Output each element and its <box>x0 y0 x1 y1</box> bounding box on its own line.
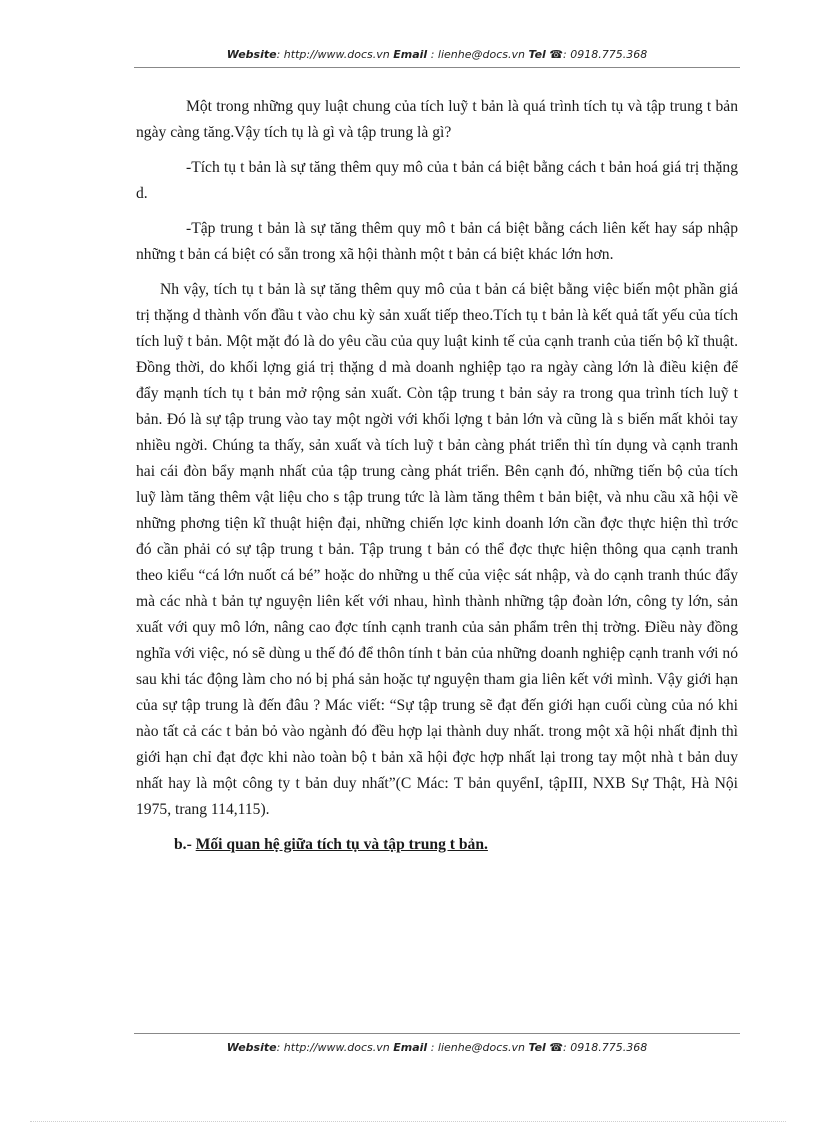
section-heading-title: Mối quan hệ giữa tích tụ và tập trung t bản. <box>195 836 488 853</box>
header-website-label: Website <box>226 48 277 61</box>
header-email-label: Email <box>393 48 428 61</box>
footer-email-label: Email <box>393 1041 428 1054</box>
paragraph-1: Một trong những quy luật chung của tích luỹ t bản là quá trình tích tụ và tập trung t bản ngày càng tăng.Vậy tích tụ là gì và tập trung là gì? <box>136 98 738 141</box>
footer-email-value[interactable]: : lienhe@docs.vn <box>430 1041 525 1054</box>
paragraph-2: -Tích tụ t bản là sự tăng thêm quy mô của t bản cá biệt bằng cách t bản hoá giá trị thặng d. <box>136 159 738 202</box>
section-heading <box>136 832 738 858</box>
header-website-url[interactable]: : http://www.docs.vn <box>276 48 390 61</box>
page-header <box>134 48 740 61</box>
paragraph-3: -Tập trung t bản là sự tăng thêm quy mô t bản cá biệt bằng cách liên kết hay sáp nhập những t bản cá biệt có sẵn trong xã hội thành một t bản cá biệt khác lớn hơn. <box>136 220 738 263</box>
section-heading-prefix: b.- <box>174 836 196 853</box>
footer-tel-label: Tel <box>528 1041 546 1054</box>
phone-icon: ☎ <box>549 1041 564 1054</box>
footer-website-label: Website <box>226 1041 277 1054</box>
phone-icon: ☎ <box>549 48 564 61</box>
document-body <box>136 94 738 858</box>
header-tel-label: Tel <box>528 48 546 61</box>
page-footer <box>134 1041 740 1054</box>
paragraph-4: Nh vậy, tích tụ t bản là sự tăng thêm quy mô của t bản cá biệt bằng việc biến một phần giá trị thặng d thành vốn đầu t vào chu kỳ sản xuất tiếp theo.Tích tụ t bản là kết quả tất yếu của tích tích luỹ t bản. Một mặt đó là do yêu cầu của quy luật kinh tế của cạnh tranh của tiến bộ kĩ thuật. Đồng thời, do khối lợng giá trị thặng d mà doanh nghiệp tạo ra ngày càng lớn là điều kiện để đẩy mạnh tích tụ t bản mở rộng sản xuất. Còn tập trung t bản sảy ra trong qua trình tích luỹ t bản. Đó là sự tập trung vào tay một ngời với khối lợng t bản lớn và cũng là s biến mất khỏi tay nhiều ngời. Chúng ta thấy, sản xuất và tích luỹ t bản càng phát triển thì tín dụng và cạnh tranh hai cái đòn bẩy mạnh nhất của tập trung càng phát triển. Bên cạnh đó, những tiến bộ của tích luỹ làm tăng thêm vật liệu cho s tập trung tức là làm tăng thêm t bản biệt, và nhu cầu xã hội về những phơng tiện kĩ thuật hiện đại, những chiến lợc kinh doanh lớn cần đợc thực hiện thì trớc đó cần phải có sự tập trung t bản. Tập trung t bản có thể đợc thực hiện thông qua cạnh tranh theo kiểu “cá lớn nuốt cá bé” hoặc do những u thế của việc sát nhập, và do cạnh tranh thúc đẩy mà các nhà t bản tự nguyện liên kết với nhau, hình thành những tập đoàn lớn, công ty lớn, sản xuất với quy mô lớn, nâng cao đợc tính cạnh tranh của sản phẩm trên thị trờng. Điều này đồng nghĩa với việc, nó sẽ dùng u thế đó để thôn tính t bản của những doanh nghiệp cạnh tranh với nó sau khi tác động làm cho nó bị phá sản hoặc tự nguyện tham gia liên kết với mình. Vậy giới hạn của sự tập trung là đến đâu ? Mác viết: “Sự tập trung sẽ đạt đến giới hạn cuối cùng của nó khi nào tất cả các t bản bỏ vào ngành đó đều hợp lại thành duy nhất. trong một xã hội nhất định thì giới hạn chỉ đạt đợc khi nào toàn bộ t bản xã hội đợc hợp nhất lại trong tay một nhà t bản duy nhất hay là một công ty t bản duy nhất”(C Mác: T bản quyểnI, tậpIII, NXB Sự Thật, Hà Nội 1975, trang 114,115). <box>136 281 738 818</box>
footer-rule <box>134 1033 740 1034</box>
header-tel-value: : 0918.775.368 <box>563 48 648 61</box>
footer-website-url[interactable]: : http://www.docs.vn <box>276 1041 390 1054</box>
header-rule <box>134 67 740 68</box>
page-edge-dots <box>30 1121 786 1122</box>
footer-tel-value: : 0918.775.368 <box>563 1041 648 1054</box>
header-email-value[interactable]: : lienhe@docs.vn <box>430 48 525 61</box>
